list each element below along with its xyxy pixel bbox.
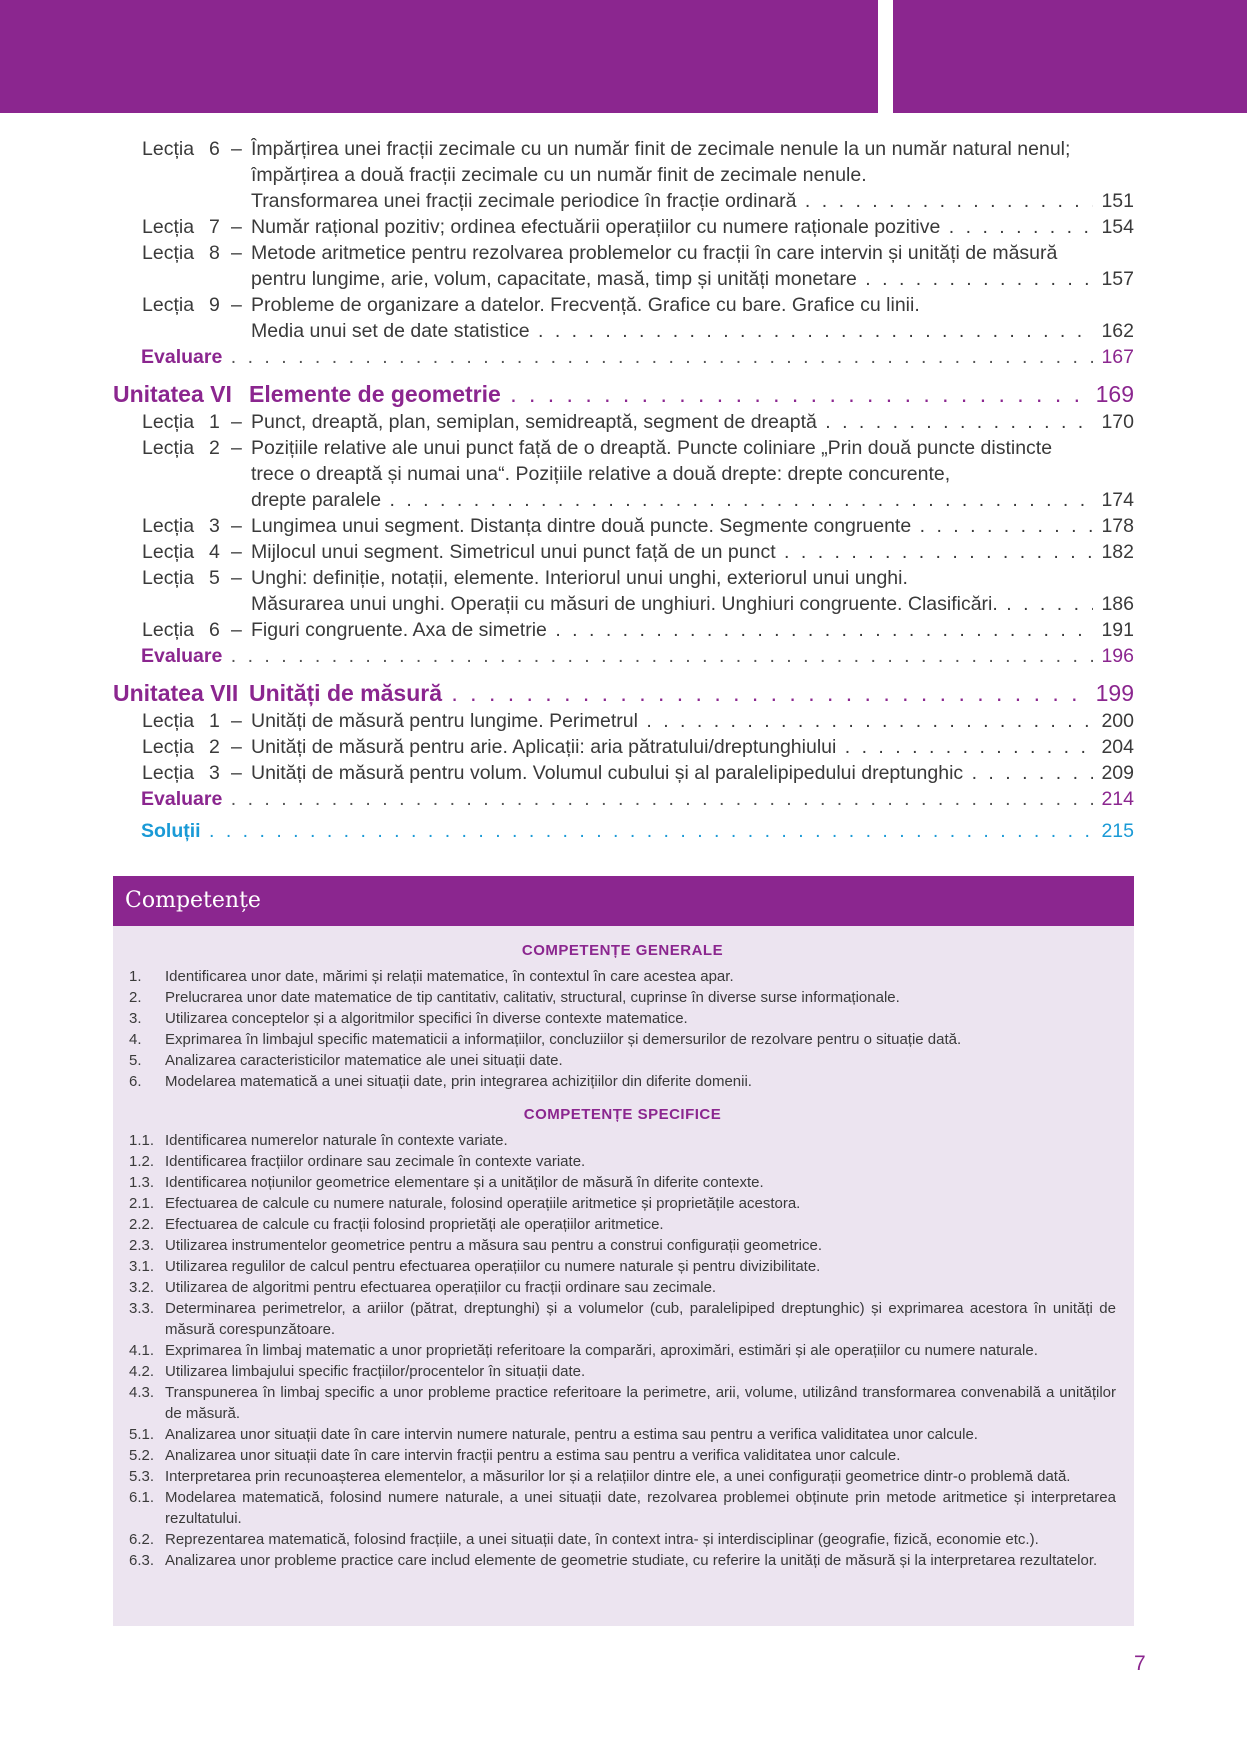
toc-evaluation-3[interactable] [113,786,1134,812]
lesson-page: 174 [1093,487,1134,513]
competence-item [129,1008,1116,1029]
evaluation-label: Evaluare . . . [141,344,1134,370]
lesson-dash: – [231,515,242,537]
competence-text: Reprezentarea matematică, folosind fracțiile, a unei situații date, în context intra- și interdisciplinar (geografie, fizică, economie etc.). [165,1531,1039,1548]
competence-number: 1. [129,968,142,985]
lesson-number: 2 [209,437,220,459]
toc-evaluation-1[interactable] [113,344,1134,370]
competence-number: 6.3. [129,1552,155,1569]
toc-lesson[interactable] [113,617,1134,643]
lesson-title-line: împărțirea a două fracții zecimale cu un număr finit de zecimale nenule. [251,164,867,186]
toc-unit6-lessons [113,409,1134,643]
competence-text: Modelarea matematică a unei situații date, prin integrarea achizițiilor din diferite domenii. [165,1073,752,1090]
lesson-title-line: Lungimea unui segment. Distanța dintre două puncte. Segmente congruente . . . [251,513,1134,539]
competence-item [129,1256,1116,1277]
competence-number: 3.1. [129,1258,155,1275]
competence-number: 1.3. [129,1174,155,1191]
competence-item [129,1550,1116,1571]
evaluation-page: 196 [1093,643,1134,669]
lesson-word: Lecția [142,541,195,563]
unit-6-page: 169 [1090,379,1134,409]
lesson-dash: – [231,710,242,732]
page-number: 7 [1134,1652,1146,1675]
lesson-title-line: Număr rațional pozitiv; ordinea efectuării operațiilor cu numere raționale pozitive . . . [251,214,1134,240]
specific-competences-list [129,1130,1116,1571]
lesson-dash: – [231,736,242,758]
lesson-dash: – [231,619,242,641]
competence-number: 6. [129,1073,142,1090]
toc-lesson[interactable] [113,539,1134,565]
specific-competences-title: COMPETENȚE SPECIFICE [523,1106,722,1123]
lesson-dash: – [231,294,242,316]
lesson-number: 3 [209,762,220,784]
toc-lesson-continuation[interactable] [113,162,1134,188]
competence-number: 5. [129,1052,142,1069]
competence-text: Interpretarea prin recunoașterea elementelor, a măsurilor lor și a relațiilor dintre ele, a unei configurații geometrice dintr-o problemă dată. [165,1468,1071,1485]
toc-lesson-continuation[interactable] [113,266,1134,292]
lesson-title-line: Unități de măsură pentru lungime. Perimetrul . . . [251,708,1134,734]
competence-number: 5.3. [129,1468,155,1485]
competence-number: 4. [129,1031,142,1048]
evaluation-page: 214 [1093,786,1134,812]
lesson-title-line: Unghi: definiție, notații, elemente. Interiorul unui unghi, exteriorul unui unghi. [251,567,908,589]
lesson-title-line: Măsurarea unui unghi. Operații cu măsuri de unghiuri. Unghiuri congruente. Clasificări. . . . [251,591,1134,617]
lesson-title-line: Metode aritmetice pentru rezolvarea problemelor cu fracții în care intervin și unități de măsură [251,242,1058,264]
competence-item [129,966,1116,987]
competence-item [129,1029,1116,1050]
toc-lesson-continuation[interactable] [113,591,1134,617]
competence-item [129,1466,1116,1487]
toc-lesson[interactable] [113,435,1134,461]
competence-item [129,1529,1116,1550]
competence-item [129,1487,1116,1529]
competence-number: 4.2. [129,1363,155,1380]
lesson-page: 186 [1093,591,1134,617]
lesson-title-line: pentru lungime, arie, volum, capacitate, masă, timp și unități monetare . . . [251,266,1134,292]
competence-text: Utilizarea limbajului specific fracțiilor/procentelor în situații date. [165,1363,586,1380]
unit-6-name: Unitatea VI [113,381,232,407]
unit-7-page: 199 [1090,678,1134,708]
lesson-page: 200 [1093,708,1134,734]
lesson-word: Lecția [142,619,195,641]
lesson-number: 8 [209,242,220,264]
lesson-word: Lecția [142,567,195,589]
lesson-dash: – [231,762,242,784]
evaluation-label: Evaluare . . . [141,643,1134,669]
competence-number: 3. [129,1010,142,1027]
lesson-title-line: Punct, dreaptă, plan, semiplan, semidreaptă, segment de dreaptă . . . [251,409,1134,435]
header-band-right [893,0,1247,113]
header-band-left [0,0,878,113]
toc-unit-6[interactable] [113,379,1134,409]
competence-number: 6.1. [129,1489,155,1506]
competence-number: 2.3. [129,1237,155,1254]
competence-text: Prelucrarea unor date matematice de tip cantitativ, calitativ, structural, cuprinse în diverse surse informaționale. [165,989,900,1006]
competence-text: Exprimarea în limbaj matematic a unor proprietăți referitoare la comparări, aproximări, estimări și ale operațiilor cu numere naturale. [165,1342,1038,1359]
toc-unit-7[interactable] [113,678,1134,708]
competences-heading: Competențe [113,876,1134,926]
lesson-title-line: Mijlocul unui segment. Simetricul unui punct față de un punct . . . [251,539,1134,565]
lesson-dash: – [231,216,242,238]
evaluation-label: Evaluare . . . [141,786,1134,812]
lesson-number: 6 [209,619,220,641]
toc-lesson[interactable] [113,734,1134,760]
toc-solutions[interactable] [113,818,1134,844]
competence-number: 4.3. [129,1384,155,1401]
solutions-label: Soluții . . . [141,818,1134,844]
competence-item [129,1071,1116,1092]
lesson-number: 5 [209,567,220,589]
competence-number: 5.1. [129,1426,155,1443]
competence-text: Identificarea unor date, mărimi și relații matematice, în contextul în care acestea apar. [165,968,734,985]
lesson-number: 7 [209,216,220,238]
competence-item [129,1130,1116,1151]
lesson-number: 9 [209,294,220,316]
lesson-word: Lecția [142,138,195,160]
lesson-title-line: Media unui set de date statistice . . . [251,318,1134,344]
competence-item [129,1445,1116,1466]
lesson-dash: – [231,437,242,459]
lesson-title-line: Probleme de organizare a datelor. Frecvență. Grafice cu bare. Grafice cu linii. [251,294,920,316]
competence-text: Modelarea matematică, folosind numere naturale, a unei situații date, rezolvarea problemei obținute prin metode aritmetice și interpretarea rezultatului. [165,1489,1116,1527]
toc-lesson[interactable] [113,136,1134,162]
competence-number: 3.2. [129,1279,155,1296]
table-of-contents [113,136,1134,844]
lesson-page: 204 [1093,734,1134,760]
competence-text: Exprimarea în limbajul specific matematicii a informațiilor, concluziilor și demersurilor de rezolvare pentru o situație dată. [165,1031,962,1048]
competence-item [129,1424,1116,1445]
lesson-word: Lecția [142,437,195,459]
lesson-title-line: Figuri congruente. Axa de simetrie . . . [251,617,1134,643]
toc-unit7-lessons [113,708,1134,786]
toc-lesson[interactable] [113,760,1134,786]
competence-text: Analizarea unor probleme practice care includ elemente de geometrie studiate, cu referire la unități de măsură și la interpretarea rezultatelor. [165,1552,1098,1569]
lesson-dash: – [231,138,242,160]
competence-text: Utilizarea instrumentelor geometrice pentru a măsura sau pentru a construi configurații geometrice. [165,1237,822,1254]
lesson-number: 6 [209,138,220,160]
toc-lesson[interactable] [113,565,1134,591]
unit-6-title: Elemente de geometrie . . . [249,379,1134,409]
lesson-word: Lecția [142,242,195,264]
toc-lesson[interactable] [113,292,1134,318]
toc-evaluation-2[interactable] [113,643,1134,669]
competence-text: Efectuarea de calcule cu numere naturale, folosind operațiile aritmetice și proprietățile acestora. [165,1195,801,1212]
toc-lesson[interactable] [113,409,1134,435]
evaluation-page: 167 [1093,344,1134,370]
lesson-word: Lecția [142,411,195,433]
lesson-dash: – [231,567,242,589]
competence-item [129,987,1116,1008]
toc-lesson-continuation[interactable] [113,188,1134,214]
toc-lesson-continuation[interactable] [113,318,1134,344]
lesson-dash: – [231,411,242,433]
general-competences-title: COMPETENȚE GENERALE [521,942,724,959]
competence-text: Efectuarea de calcule cu fracții folosind proprietăți ale operațiilor aritmetice. [165,1216,664,1233]
lesson-page: 151 [1093,188,1134,214]
toc-lesson[interactable] [113,214,1134,240]
competence-item [129,1050,1116,1071]
competence-item [129,1214,1116,1235]
lesson-dash: – [231,541,242,563]
competence-number: 6.2. [129,1531,155,1548]
toc-lesson[interactable] [113,240,1134,266]
lesson-page: 209 [1093,760,1134,786]
lesson-title-line: Transformarea unei fracții zecimale periodice în fracție ordinară . . . [251,188,1134,214]
lesson-word: Lecția [142,710,195,732]
lesson-page: 191 [1093,617,1134,643]
competence-text: Transpunerea în limbaj specific a unor probleme practice referitoare la perimetre, arii, volume, utilizând transformarea convenabilă a unităților de măsură. [165,1384,1116,1422]
competence-item [129,1277,1116,1298]
competence-number: 3.3. [129,1300,155,1317]
lesson-word: Lecția [142,216,195,238]
competence-number: 1.1. [129,1132,155,1149]
competence-text: Utilizarea de algoritmi pentru efectuarea operațiilor cu fracții ordinare sau zecimale. [165,1279,717,1296]
competence-item [129,1340,1116,1361]
competence-text: Analizarea unor situații date în care intervin numere naturale, pentru a estima sau pentru a verifica validitatea unor calcule. [165,1426,978,1443]
competence-text: Analizarea caracteristicilor matematice ale unei situații date. [165,1052,563,1069]
lesson-page: 162 [1093,318,1134,344]
lesson-title-line: Unități de măsură pentru arie. Aplicații: aria pătratului/dreptunghiului . . . [251,734,1134,760]
lesson-page: 170 [1093,409,1134,435]
competence-item [129,1298,1116,1340]
competence-number: 2.2. [129,1216,155,1233]
lesson-number: 3 [209,515,220,537]
lesson-word: Lecția [142,515,195,537]
lesson-dash: – [231,242,242,264]
lesson-number: 1 [209,411,220,433]
competence-text: Utilizarea conceptelor și a algoritmilor specifici în diverse contexte matematice. [165,1010,688,1027]
toc-lesson-continuation[interactable] [113,487,1134,513]
lesson-title-line: Împărțirea unei fracții zecimale cu un număr finit de zecimale nenule la un număr natural nenul; [251,138,1071,160]
competence-item [129,1172,1116,1193]
lesson-title-line: Unități de măsură pentru volum. Volumul cubului și al paralelipipedului dreptunghic . . . [251,760,1134,786]
lesson-word: Lecția [142,762,195,784]
lesson-page: 182 [1093,539,1134,565]
solutions-page: 215 [1093,818,1134,844]
lesson-word: Lecția [142,294,195,316]
competence-number: 1.2. [129,1153,155,1170]
competence-number: 4.1. [129,1342,155,1359]
lesson-title-line: drepte paralele . . . [251,487,1134,513]
competence-number: 2.1. [129,1195,155,1212]
toc-unit5-lessons [113,136,1134,344]
competence-number: 5.2. [129,1447,155,1464]
competence-item [129,1235,1116,1256]
competence-item [129,1361,1116,1382]
competence-item [129,1151,1116,1172]
lesson-page: 178 [1093,513,1134,539]
competence-number: 2. [129,989,142,1006]
lesson-page: 154 [1093,214,1134,240]
competence-text: Utilizarea regulilor de calcul pentru efectuarea operațiilor cu numere naturale și pentru divizibilitate. [165,1258,821,1275]
lesson-word: Lecția [142,736,195,758]
unit-7-title: Unități de măsură . . . [249,678,1134,708]
lesson-page: 157 [1093,266,1134,292]
toc-lesson[interactable] [113,708,1134,734]
lesson-number: 1 [209,710,220,732]
competence-text: Identificarea noțiunilor geometrice elementare și a unităților de măsură în diferite contexte. [165,1174,764,1191]
lesson-number: 2 [209,736,220,758]
unit-7-name: Unitatea VII [113,680,239,706]
competence-text: Analizarea unor situații date în care intervin fracții pentru a estima sau pentru a verifica validitatea unor calcule. [165,1447,901,1464]
competences-box [113,926,1134,1626]
lesson-title-line: trece o dreaptă și numai una“. Pozițiile relative a două drepte: drepte concurente, [251,463,951,485]
toc-lesson-continuation[interactable] [113,461,1134,487]
general-competences-list [129,966,1116,1092]
toc-lesson[interactable] [113,513,1134,539]
lesson-title-line: Pozițiile relative ale unui punct față de o dreaptă. Puncte coliniare „Prin două puncte distincte [251,437,1053,459]
competence-text: Identificarea fracțiilor ordinare sau zecimale în contexte variate. [165,1153,586,1170]
competence-item [129,1382,1116,1424]
competence-text: Identificarea numerelor naturale în contexte variate. [165,1132,508,1149]
competence-text: Determinarea perimetrelor, a ariilor (pătrat, dreptunghi) și a volumelor (cub, paralelipiped dreptunghic) și exprimarea acestora în unități de măsură corespunzătoare. [165,1300,1116,1338]
lesson-number: 4 [209,541,220,563]
competence-item [129,1193,1116,1214]
